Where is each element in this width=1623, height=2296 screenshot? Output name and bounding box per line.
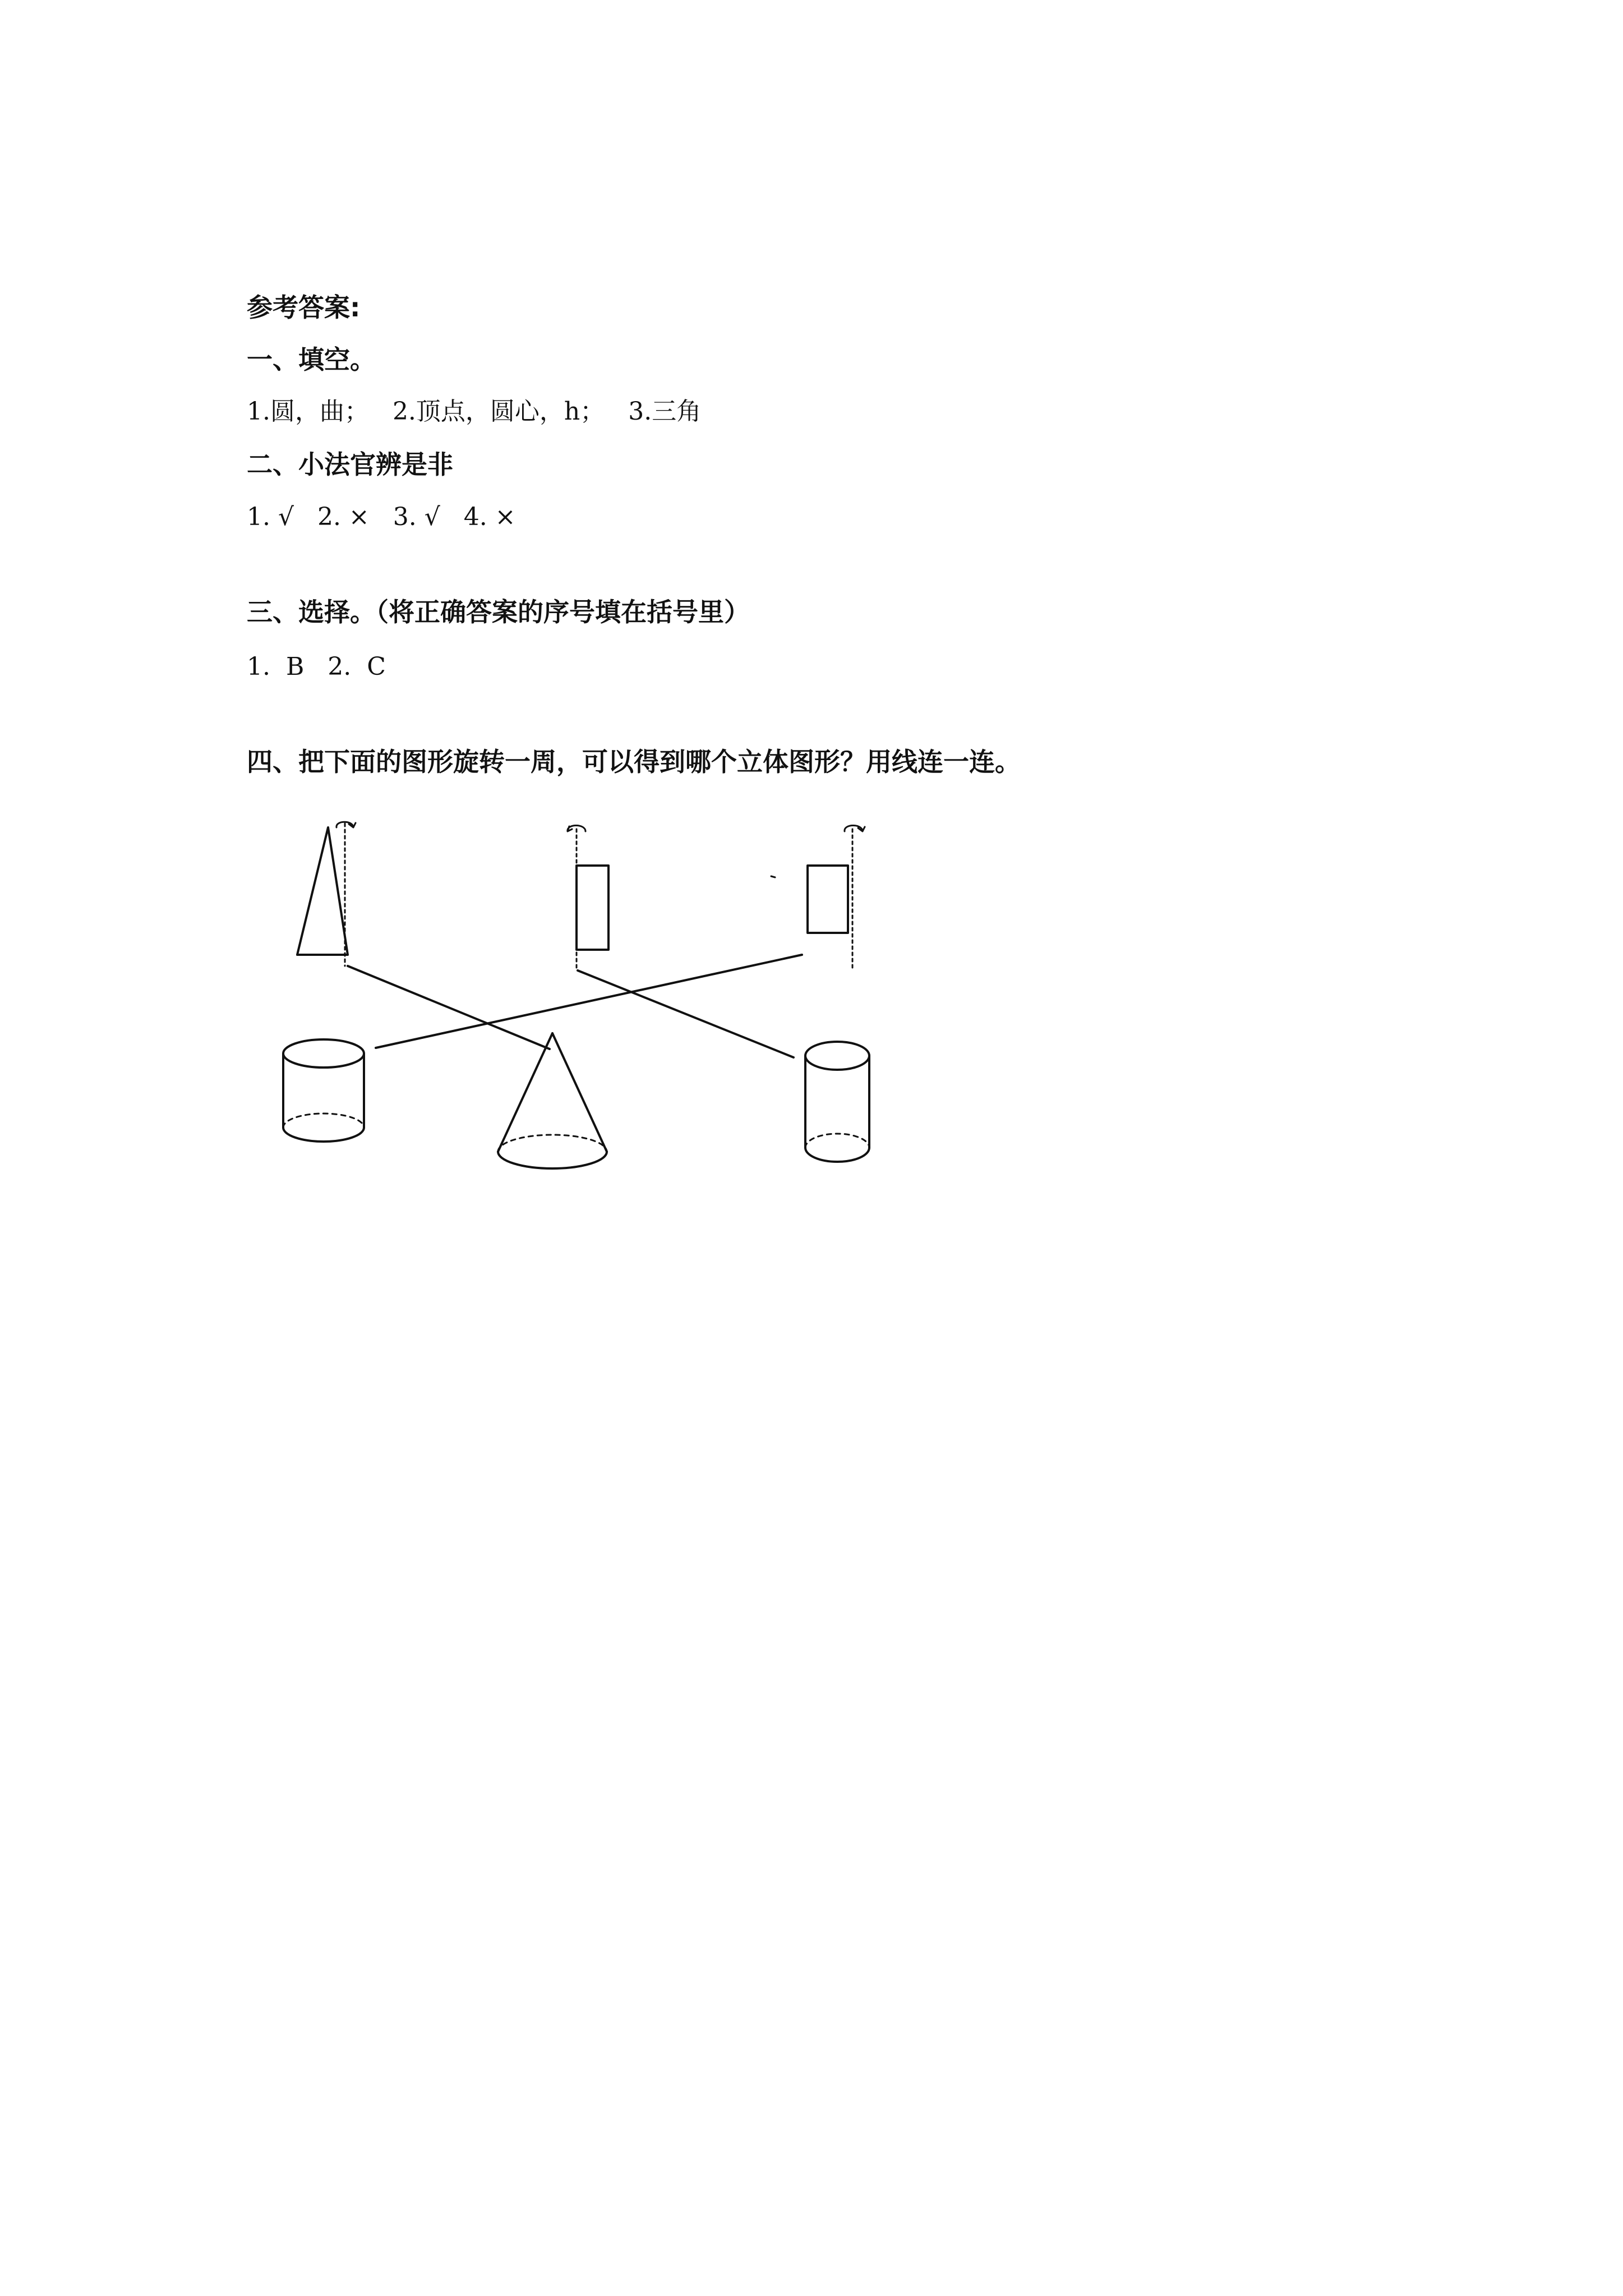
section4-heading: 四、把下面的图形旋转一周，可以得到哪个立体图形？用线连一连。 (247, 747, 1021, 777)
bottom-solid-cylinder-1 (283, 1039, 364, 1142)
match-line-rect1-cylinder2 (578, 970, 794, 1057)
page-title: 参考答案: (247, 292, 361, 323)
top-shape-triangle (297, 822, 356, 966)
rotate-arrow-icon (845, 826, 865, 832)
rotation-matching-figure (247, 808, 920, 1178)
top-shape-rectangle-2 (771, 826, 865, 971)
top-shape-rectangle-1 (568, 826, 608, 971)
section1-answers: 1.圆，曲； 2.顶点，圆心，h； 3.三角 (247, 397, 702, 426)
matching-lines (348, 955, 802, 1057)
bottom-solid-cylinder-2 (805, 1042, 869, 1162)
section3-heading: 三、选择。（将正确答案的序号填在括号里） (247, 597, 750, 627)
section1-heading: 一、填空。 (247, 344, 376, 375)
section3-answers: 1. B 2. C (247, 652, 386, 681)
rotate-arrow-icon (336, 822, 356, 827)
section2-answers: 1. √ 2. × 3. √ 4. × (247, 503, 516, 531)
match-line-triangle-cone (348, 966, 550, 1049)
section2-heading: 二、小法官辨是非 (247, 449, 453, 480)
bottom-solid-cone (498, 1033, 607, 1168)
